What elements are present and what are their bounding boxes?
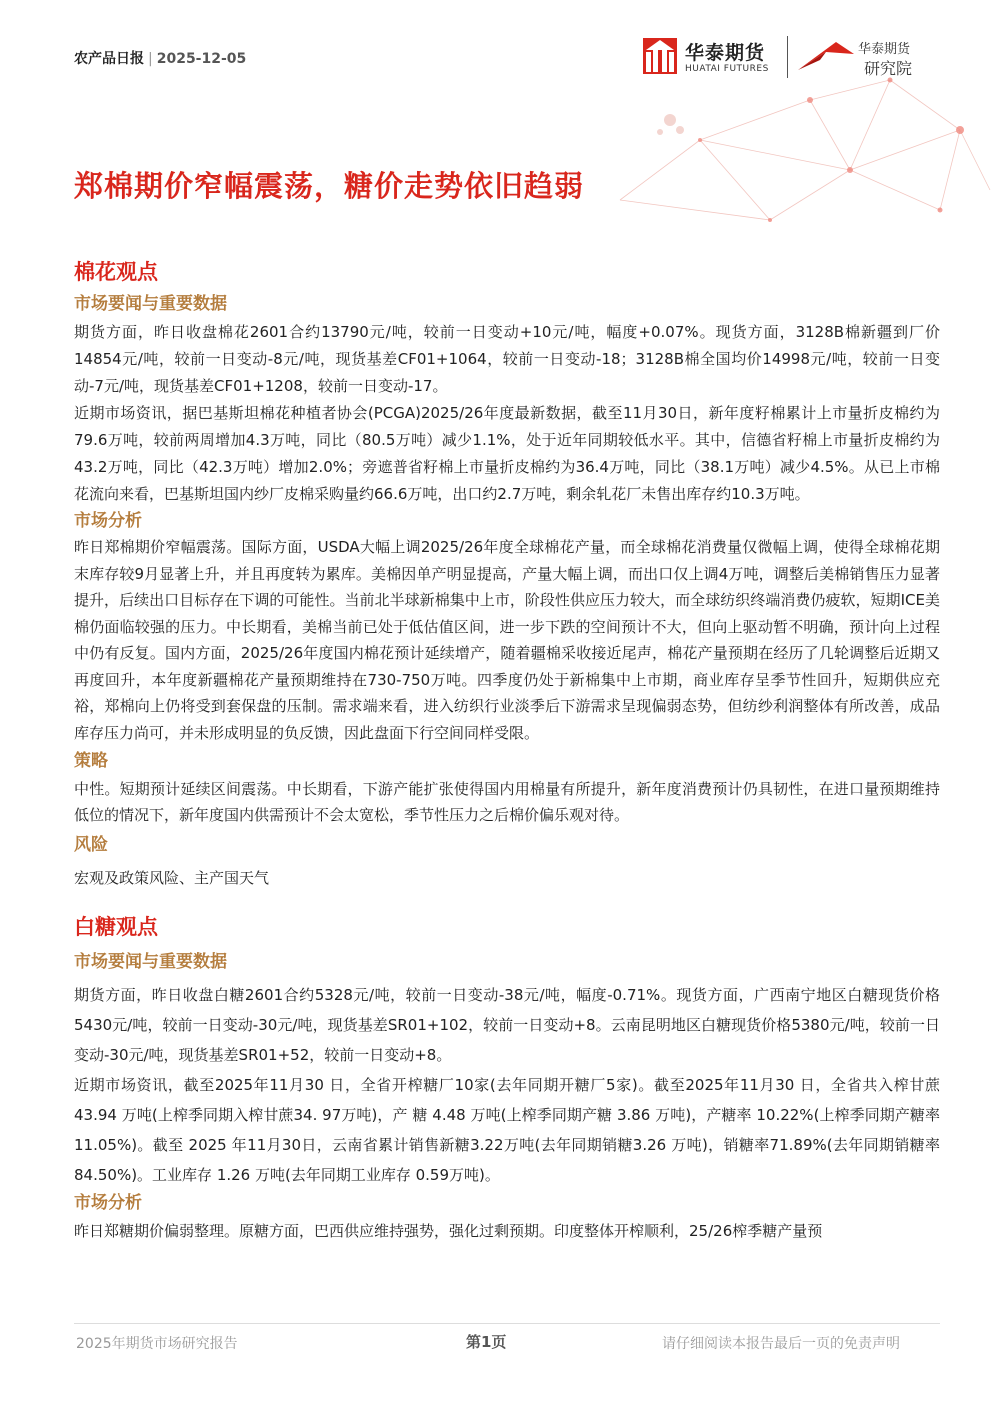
cotton-news-paragraph-1: 期货方面，昨日收盘棉花2601合约13790元/吨，较前一日变动+10元/吨，幅度+0.07%。现货方面，3128B棉新疆到厂价14854元/吨，较前一日变动-8元/吨，现货基差CF01+1064，较前一日变动-18；3128B棉全国均价14998元/吨，较前一日变动-7元/吨，现货基差CF01+1208，较前一日变动-17。 — [74, 323, 940, 395]
cotton-analysis-paragraph: 昨日郑棉期价窄幅震荡。国际方面，USDA大幅上调2025/26年度全球棉花产量，而全球棉花消费量仅微幅上调，使得全球棉花期末库存较9月显著上升，并且再度转为累库。美棉因单产明显提高，产量大幅上调，而出口仅上调4万吨，调整后美棉销售压力显著提升，后续出口目标存在下调的可能性。当前北半球新棉集中上市，阶段性供应压力较大，而全球纺织终端消费仍疲软，短期ICE美棉仍面临较强的压力。中长期看，美棉当前已处于低估值区间，进一步下跌的空间预计不大，但向上驱动暂不明确，预计向上过程中仍有反复。国内方面，2025/26年度国内棉花预计延续增产，随着疆棉采收接近尾声，棉花产量预期在经历了几轮调整后近期又再度回升，本年度新疆棉花产量预期维持在730-750万吨。四季度仍处于新棉集中上市期，商业库存呈季节性回升，短期供应充裕，郑棉向上仍将受到套保盘的压制。需求端来看，进入纺织行业淡季后下游需求呈现偏弱态势，但纺纱利润整体有所改善，成品库存压力尚可，并未形成明显的负反馈，因此盘面下行空间同样受限。 — [74, 538, 940, 742]
report-meta — [74, 48, 246, 68]
cotton-news-paragraph-2: 近期市场资讯，据巴基斯坦棉花种植者协会(PCGA)2025/26年度最新数据，截至11月30日，新年度籽棉累计上市量折皮棉约为79.6万吨，较前两周增加4.3万吨，同比（80.5万吨）减少1.1%，处于近年同期较低水平。其中，信德省籽棉上市量折皮棉约为43.2万吨，同比（42.3万吨）增加2.0%；旁遮普省籽棉上市量折皮棉约为36.4万吨，同比（38.1万吨）减少4.5%。从已上市棉花流向来看，巴基斯坦国内纱厂皮棉采购量约66.6万吨，出口约2.7万吨，剩余轧花厂未售出库存约10.3万吨。 — [74, 404, 940, 503]
cotton-section — [74, 255, 940, 894]
page-number: 第1页 — [466, 1333, 507, 1351]
report-date: 2025-12-05 — [156, 51, 247, 67]
sugar-heading: 白糖观点 — [74, 915, 158, 939]
report-header — [0, 0, 992, 230]
cotton-strategy-heading: 策略 — [74, 751, 108, 771]
meta-separator: | — [148, 51, 153, 67]
footer-disclaimer: 请仔细阅读本报告最后一页的免责声明 — [662, 1336, 900, 1352]
sugar-news-heading: 市场要闻与重要数据 — [74, 952, 227, 972]
footer-divider — [74, 1323, 940, 1324]
report-type: 农产品日报 — [74, 51, 144, 67]
footer-report-name: 2025年期货市场研究报告 — [76, 1336, 238, 1352]
sugar-section — [74, 910, 940, 1246]
institute-name-line1: 华泰期货 — [858, 42, 911, 57]
sugar-news-paragraph-1: 期货方面，昨日收盘白糖2601合约5328元/吨，较前一日变动-38元/吨，幅度-0.71%。现货方面，广西南宁地区白糖现货价格5430元/吨，较前一日变动-30元/吨，现货基差SR01+102，较前一日变动+8。云南昆明地区白糖现货价格5380元/吨，较前一日变动-30元/吨，现货基差SR01+52，较前一日变动+8。 — [74, 986, 940, 1064]
institute-logo-icon — [796, 40, 856, 74]
research-institute-logo — [796, 36, 926, 80]
institute-name-line2: 研究院 — [864, 59, 913, 78]
huatai-futures-logo — [643, 38, 783, 78]
page-footer — [0, 1323, 992, 1353]
report-body — [74, 255, 940, 1246]
cotton-heading: 棉花观点 — [74, 260, 158, 284]
cotton-news-heading: 市场要闻与重要数据 — [74, 294, 227, 314]
cotton-analysis-heading: 市场分析 — [74, 511, 142, 531]
network-decoration — [520, 60, 992, 230]
logo-english-name: HUATAI FUTURES — [685, 64, 769, 74]
huatai-logo-icon — [643, 38, 677, 74]
logo-chinese-name: 华泰期货 — [685, 42, 766, 64]
cotton-risk-heading: 风险 — [74, 835, 108, 855]
logo-divider — [787, 36, 788, 78]
cotton-risk-paragraph: 宏观及政策风险、主产国天气 — [74, 869, 270, 887]
sugar-news-paragraph-2: 近期市场资讯，截至2025年11月30 日，全省开榨糖厂10家(去年同期开糖厂5家)。截至2025年11月30 日，全省共入榨甘蔗 43.94 万吨(上榨季同期入榨甘蔗34. 97万吨)，产 糖 4.48 万吨(上榨季同期产糖 3.86 万吨)，产糖率 10.22%(上榨季同期产糖率 11.05%)。截至 2025 年11月30日，云南省累计销售新糖3.22万吨(去年同期销糖3.26 万吨)，销糖率71.89%(去年同期销糖率84.50%)。工业库存 1.26 万吨(去年同期工业库存 0.59万吨)。 — [74, 1076, 940, 1184]
report-title: 郑棉期价窄幅震荡，糖价走势依旧趋弱 — [74, 169, 585, 203]
cotton-strategy-paragraph: 中性。短期预计延续区间震荡。中长期看，下游产能扩张使得国内用棉量有所提升，新年度消费预计仍具韧性，在进口量预期维持低位的情况下，新年度国内供需预计不会太宽松，季节性压力之后棉价偏乐观对待。 — [74, 780, 940, 824]
sugar-analysis-heading: 市场分析 — [74, 1193, 142, 1213]
sugar-analysis-paragraph: 昨日郑糖期价偏弱整理。原糖方面，巴西供应维持强势，强化过剩预期。印度整体开榨顺利，25/26榨季糖产量预 — [74, 1222, 823, 1240]
